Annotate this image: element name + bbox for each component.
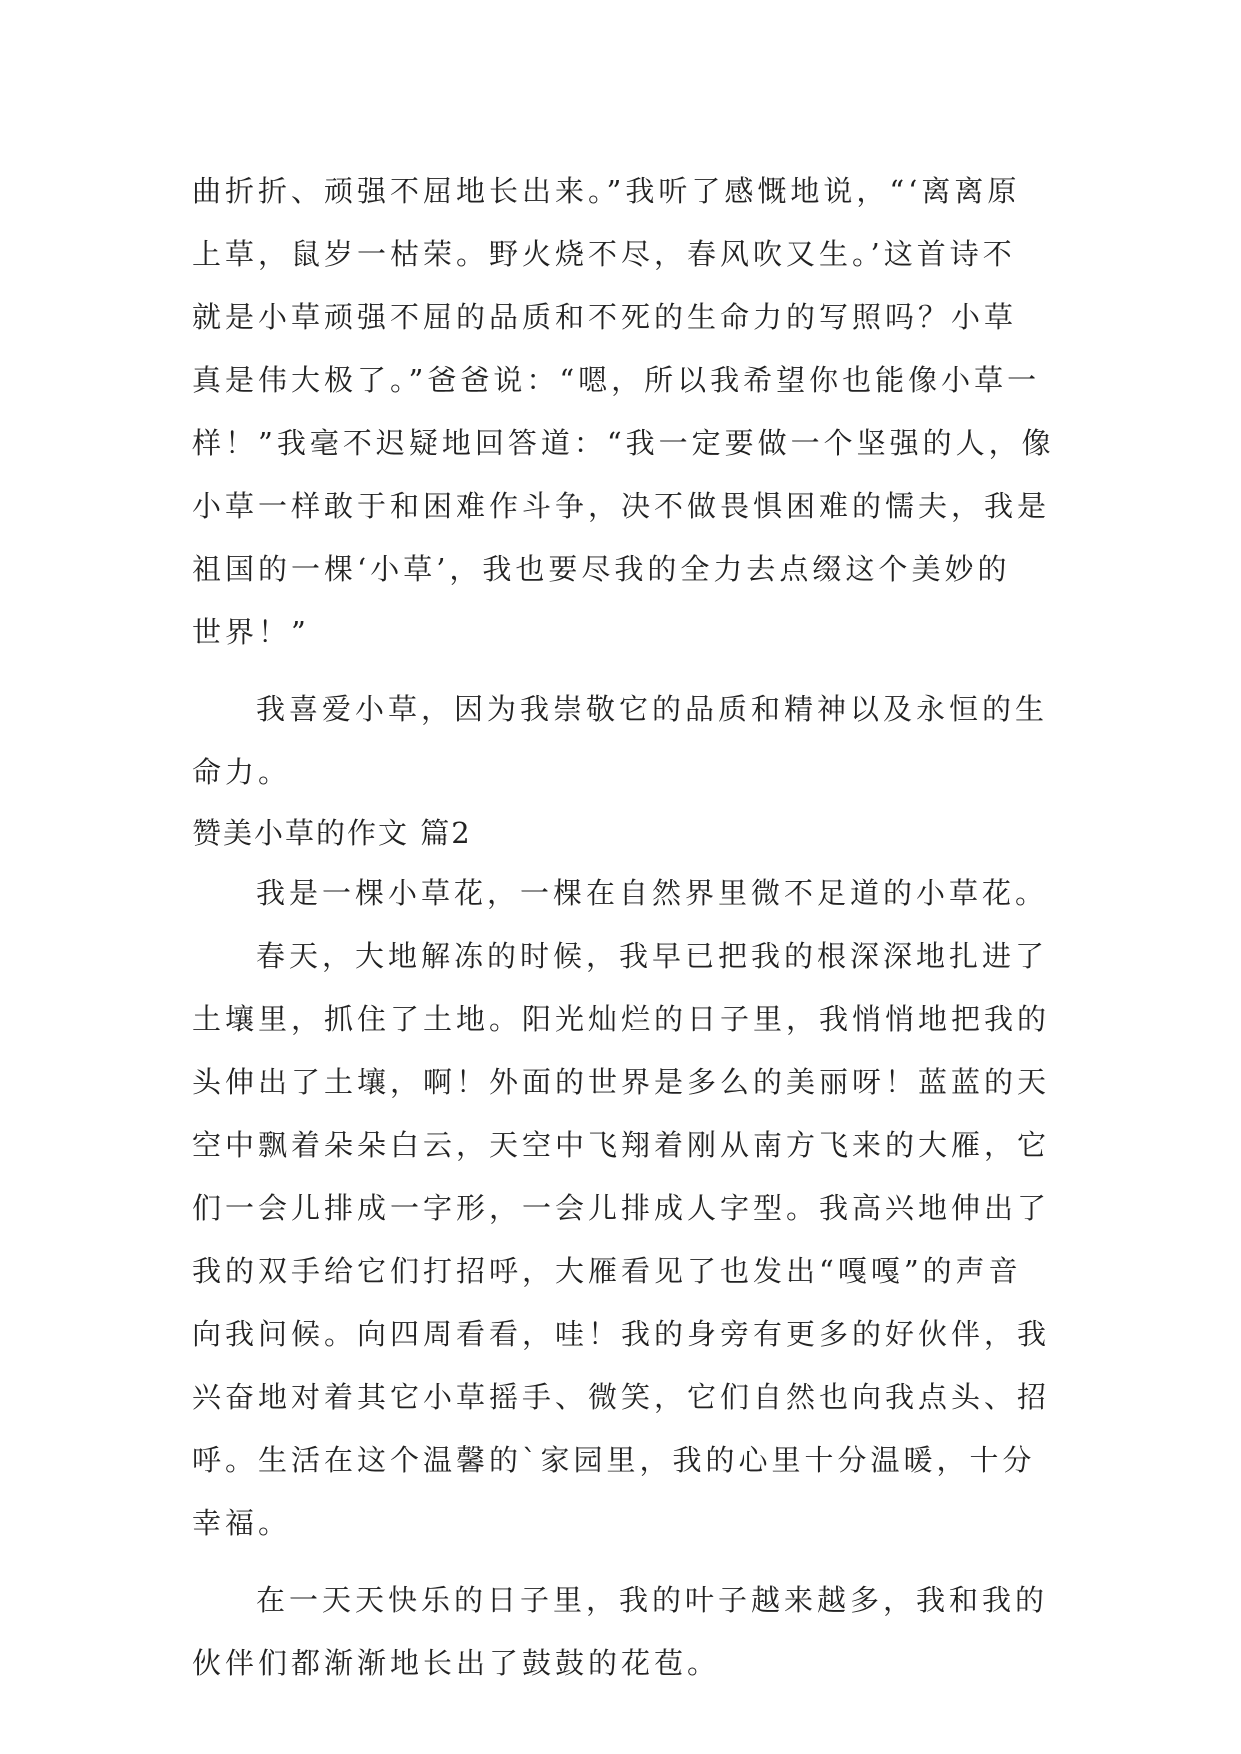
paragraph — [192, 925, 1060, 1555]
text-line: 我的双手给它们打招呼，大雁看见了也发出“嘎嘎”的声音 — [192, 1254, 1022, 1288]
text-line: 曲折折、顽强不屈地长出来。”我听了感慨地说，“‘离离原 — [192, 174, 1021, 208]
text-line: 向我问候。向四周看看，哇！我的身旁有更多的好伙伴，我 — [192, 1317, 1051, 1351]
paragraph — [192, 862, 1060, 925]
text-line: 命力。 — [192, 755, 292, 789]
text-line: 春天，大地解冻的时候，我早已把我的根深深地扎进了 — [256, 939, 1049, 973]
text-line: 幸福。 — [192, 1506, 292, 1540]
text-line: 兴奋地对着其它小草摇手、微笑，它们自然也向我点头、招 — [192, 1380, 1051, 1414]
text-line: 在一天天快乐的日子里，我的叶子越来越多，我和我的 — [256, 1583, 1049, 1617]
text-line: 们一会儿排成一字形，一会儿排成人字型。我高兴地伸出了 — [192, 1191, 1051, 1225]
section-heading: 赞美小草的作文 篇2 — [192, 816, 472, 850]
text-line: 真是伟大极了。”爸爸说：“嗯，所以我希望你也能像小草一 — [192, 363, 1041, 397]
text-line: 祖国的一棵‘小草’，我也要尽我的全力去点缀这个美妙的 — [192, 552, 1011, 586]
paragraph-gap — [192, 1555, 1060, 1569]
text-line: 世界！” — [192, 615, 310, 649]
paragraph — [192, 160, 1060, 664]
article-body — [192, 160, 1060, 1695]
text-line: 就是小草顽强不屈的品质和不死的生命力的写照吗？小草 — [192, 300, 1018, 334]
text-line: 我喜爱小草，因为我崇敬它的品质和精神以及永恒的生 — [256, 692, 1049, 726]
paragraph-gap — [192, 664, 1060, 678]
paragraph — [192, 678, 1060, 804]
text-line: 我是一棵小草花，一棵在自然界里微不足道的小草花。 — [256, 876, 1049, 910]
text-line: 土壤里，抓住了土地。阳光灿烂的日子里，我悄悄地把我的 — [192, 1002, 1051, 1036]
text-line: 小草一样敢于和困难作斗争，决不做畏惧困难的懦夫，我是 — [192, 489, 1051, 523]
text-line: 样！”我毫不迟疑地回答道：“我一定要做一个坚强的人，像 — [192, 426, 1055, 460]
paragraph — [192, 1569, 1060, 1695]
text-line: 呼。生活在这个温馨的`家园里，我的心里十分温暖，十分 — [192, 1443, 1036, 1477]
text-line: 上草，鼠岁一枯荣。野火烧不尽，春风吹又生。’这首诗不 — [192, 237, 1016, 271]
text-line: 伙伴们都渐渐地长出了鼓鼓的花苞。 — [192, 1646, 721, 1680]
text-line: 头伸出了土壤，啊！外面的世界是多么的美丽呀！蓝蓝的天 — [192, 1065, 1051, 1099]
text-line: 空中飘着朵朵白云，天空中飞翔着刚从南方飞来的大雁，它 — [192, 1128, 1051, 1162]
